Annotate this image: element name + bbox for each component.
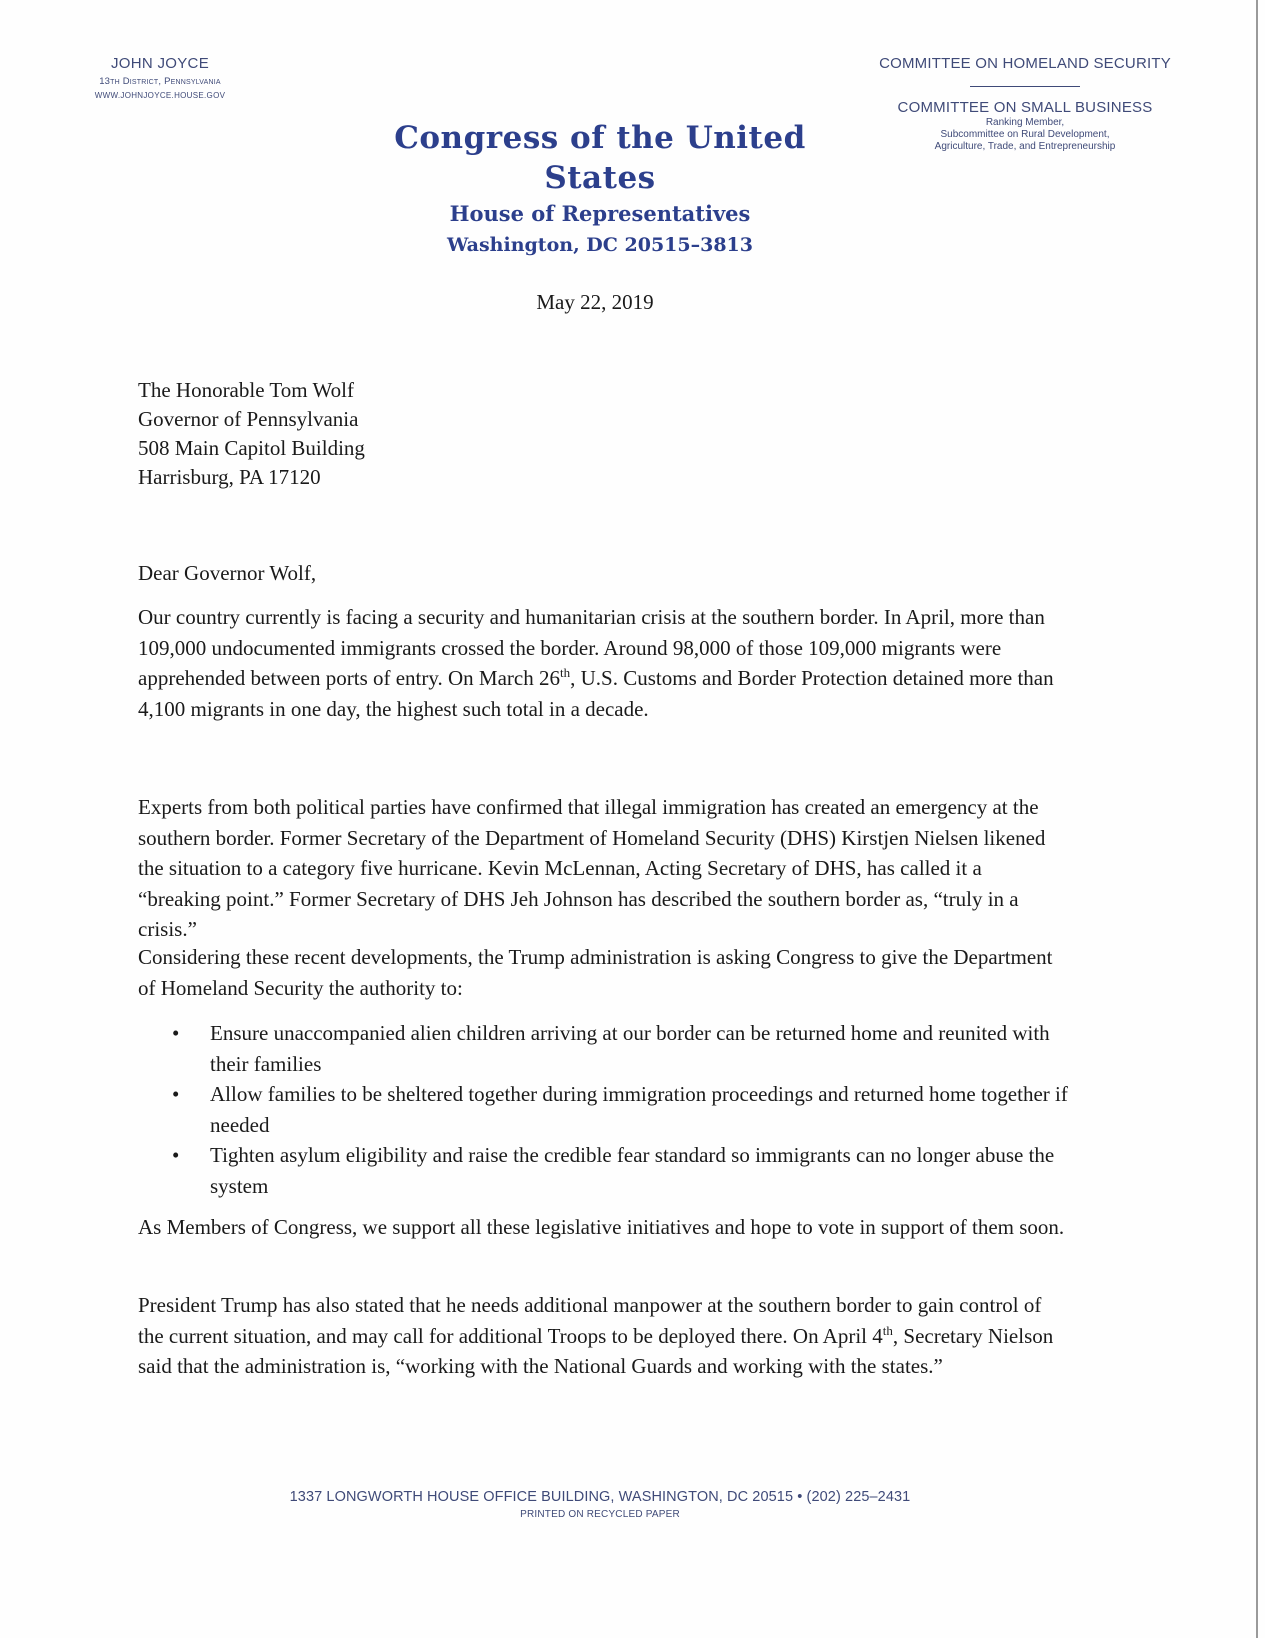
list-item [138, 1140, 1068, 1201]
recipient-line: Governor of Pennsylvania [138, 407, 359, 431]
paragraph-text: President Trump has also stated that he needs additional manpower at the southern border to gain control of the current situation, and may call for additional Troops to be deployed there. On April 4 [138, 1293, 1042, 1348]
paragraph-2: Experts from both political parties have confirmed that illegal immigration has created an emergency at the southern border. Former Secretary of the Department of Homeland Security (DHS) Kirstjen Nielsen likened the situation to a category five hurricane. Kevin McLennan, Acting Secretary of DHS, has called it a “breaking point.” Former Secretary of DHS Jeh Johnson has described the southern border as, “truly in a crisis.” [138, 795, 1046, 941]
bullet-icon: • [172, 1143, 180, 1167]
committee-divider [970, 86, 1080, 87]
ordinal-suffix: th [882, 1322, 893, 1338]
list-item-text: Ensure unaccompanied alien children arriving at our border can be returned home and reunited with their families [210, 1021, 1050, 1076]
paragraph-text: , U.S. Customs and Border Protection detained more than 4,100 migrants in one day, the highest such total in a decade. [138, 666, 1054, 721]
member-district: 13th District, Pennsylvania [99, 76, 221, 87]
masthead-subtitle: House of Representatives [449, 201, 751, 226]
salutation: Dear Governor Wolf, [138, 561, 317, 585]
committee-block [860, 54, 1190, 153]
congress-masthead [360, 118, 840, 260]
recipient-line: Harrisburg, PA 17120 [138, 465, 321, 489]
recycled-paper-note: PRINTED ON RECYCLED PAPER [520, 1509, 680, 1520]
member-name: JOHN JOYCE [110, 55, 209, 72]
recipient-address [138, 376, 1068, 492]
committee-small-business: COMMITTEE ON SMALL BUSINESS [897, 99, 1153, 116]
recipient-line: The Honorable Tom Wolf [138, 378, 354, 402]
masthead-title: Congress of the United States [394, 120, 806, 196]
letter-date: May 22, 2019 [536, 290, 654, 314]
office-address: 1337 LONGWORTH HOUSE OFFICE BUILDING, WASHINGTON, DC 20515 • (202) 225–2431 [289, 1489, 911, 1505]
bullet-icon: • [172, 1021, 180, 1045]
paragraph-text: Our country currently is facing a security and humanitarian crisis at the southern border. In April, more than 109,000 undocumented immigrants crossed the border. Around 98,000 of those 109,000 migrants were apprehended between ports of entry. On March 26 [138, 605, 1045, 690]
committee-homeland-security: COMMITTEE ON HOMELAND SECURITY [879, 55, 1171, 72]
list-item [138, 1079, 1068, 1140]
page-edge-divider [1256, 0, 1258, 1638]
letterhead-footer [0, 1487, 1200, 1523]
paragraph-5 [138, 1290, 1068, 1382]
committee-role-line: Agriculture, Trade, and Entrepreneurship [934, 141, 1116, 152]
recipient-line: 508 Main Capitol Building [138, 436, 365, 460]
authority-list [138, 1018, 1068, 1201]
list-item-text: Allow families to be sheltered together during immigration proceedings and returned home together if needed [210, 1082, 1068, 1137]
list-item [138, 1018, 1068, 1079]
member-info-block [30, 54, 290, 102]
committee-role-line: Subcommittee on Rural Development, [940, 129, 1110, 140]
bullet-icon: • [172, 1082, 180, 1106]
paragraph-3: Considering these recent developments, the Trump administration is asking Congress to give the Department of Homeland Security the authority to: [138, 945, 1053, 1000]
committee-role-line: Ranking Member, [985, 117, 1065, 128]
ordinal-suffix: th [560, 665, 571, 680]
member-website: WWW.JOHNJOYCE.HOUSE.GOV [94, 91, 226, 100]
paragraph-text: , Secretary Nielson said that the administration is, “working with the National Guards and working with the states.” [138, 1323, 1054, 1378]
paragraph-1 [138, 602, 1068, 724]
paragraph-4: As Members of Congress, we support all these legislative initiatives and hope to vote in support of them soon. [138, 1215, 1065, 1239]
masthead-address: Washington, DC 20515–3813 [446, 234, 753, 256]
list-item-text: Tighten asylum eligibility and raise the credible fear standard so immigrants can no longer abuse the system [210, 1143, 1055, 1198]
